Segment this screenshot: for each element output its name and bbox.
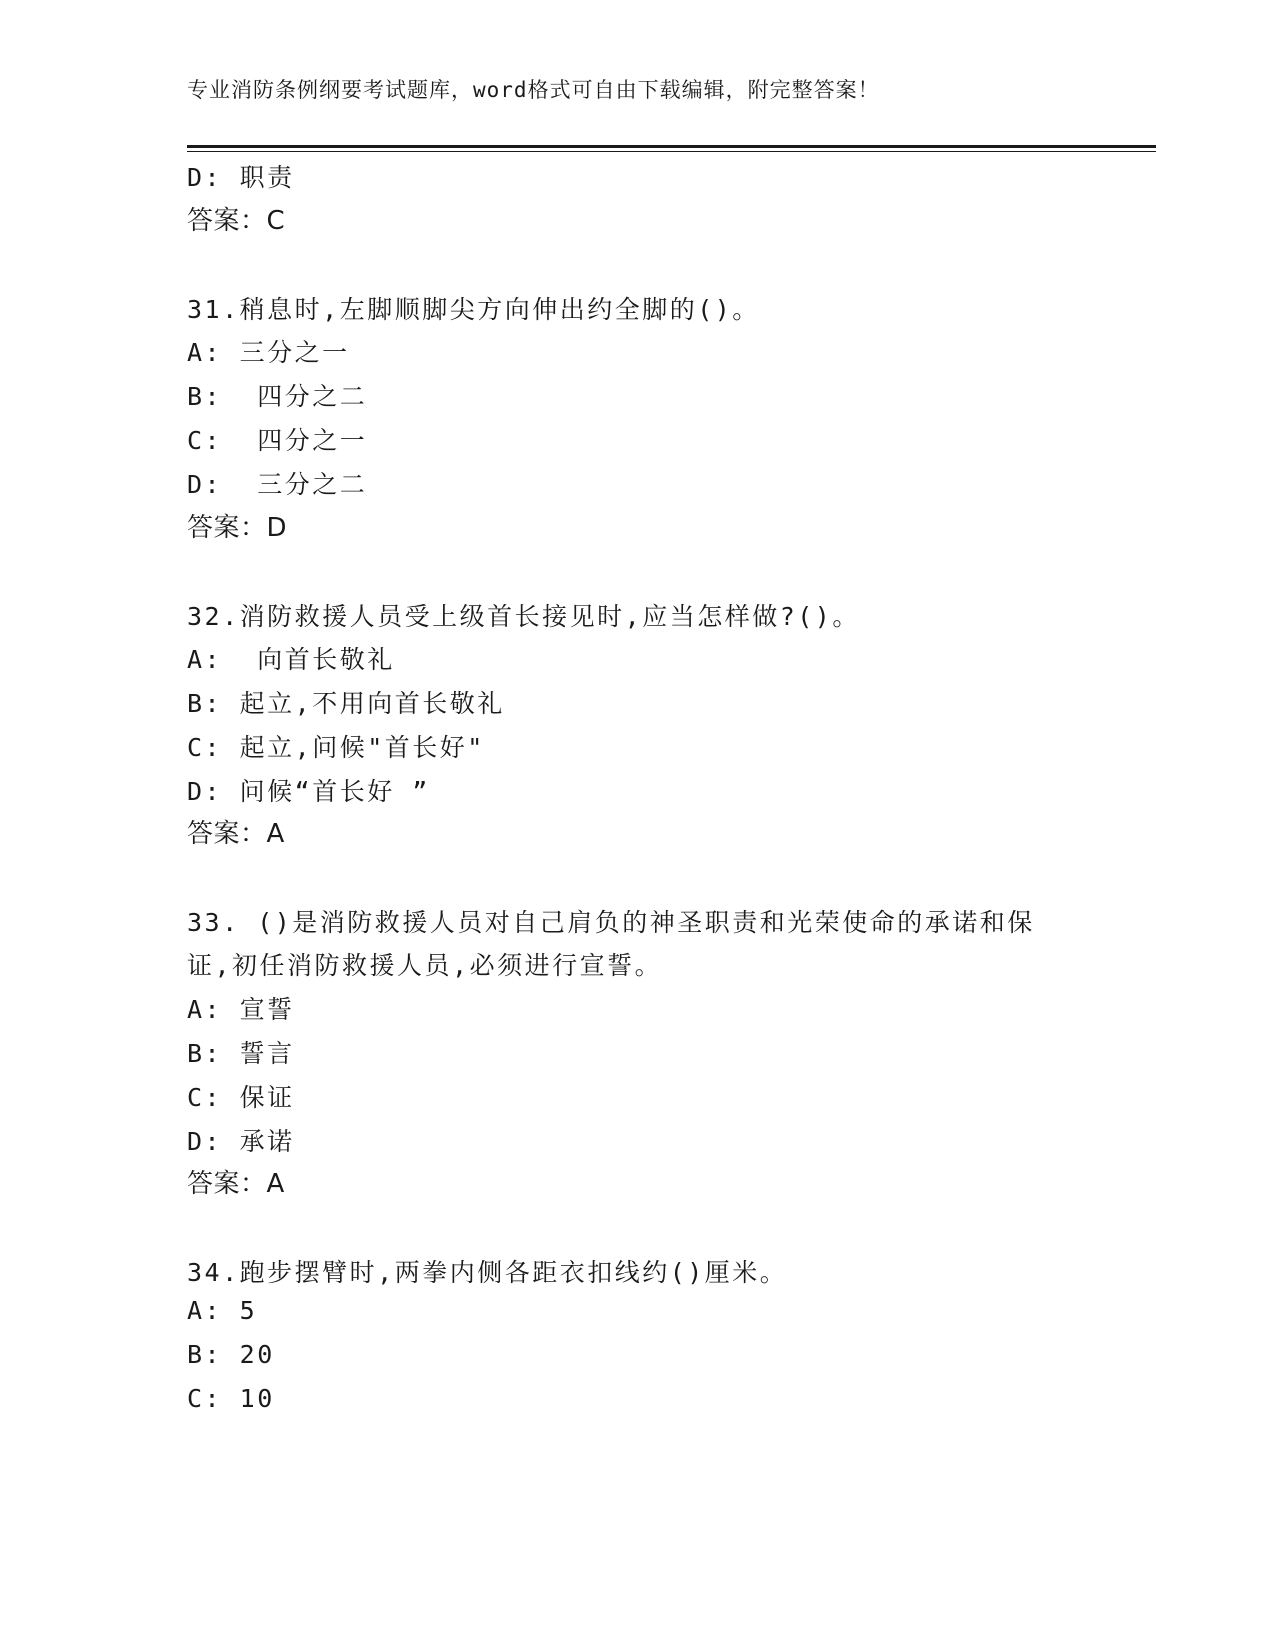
option-d: D: 三分之二 xyxy=(187,470,368,499)
answer-label: 答案：A xyxy=(187,1169,285,1199)
option-d: D: 承诺 xyxy=(187,1127,295,1156)
header-rule-thick xyxy=(187,145,1156,148)
question-stem: 34.跑步摆臂时,两拳内侧各距衣扣线约()厘米。 xyxy=(187,1258,788,1287)
question-stem: 32.消防救援人员受上级首长接见时,应当怎样做?()。 xyxy=(187,602,860,631)
option-c: C: 四分之一 xyxy=(187,426,368,455)
option-c: C: 10 xyxy=(187,1384,275,1413)
question-stem-cont: 证,初任消防救援人员,必须进行宣誓。 xyxy=(187,951,663,980)
question-stem: 33. ()是消防救援人员对自己肩负的神圣职责和光荣使命的承诺和保 xyxy=(187,908,1035,937)
option-c: C: 起立,问候"首长好" xyxy=(187,733,485,762)
option-a: A: 5 xyxy=(187,1296,258,1325)
page-header: 专业消防条例纲要考试题库，word格式可自由下载编辑，附完整答案！ xyxy=(187,78,880,102)
question-stem: 31.稍息时,左脚顺脚尖方向伸出约全脚的()。 xyxy=(187,295,760,324)
header-rule-thin xyxy=(187,151,1156,152)
answer-label: 答案：D xyxy=(187,513,288,543)
option-a: A: 三分之一 xyxy=(187,338,350,367)
option-a: A: 宣誓 xyxy=(187,995,295,1024)
option-d: D: 职责 xyxy=(187,163,295,192)
option-b: B: 四分之二 xyxy=(187,382,368,411)
option-c: C: 保证 xyxy=(187,1083,295,1112)
option-d: D: 问候“首长好 ” xyxy=(187,777,430,806)
answer-label: 答案：C xyxy=(187,206,286,236)
option-b: B: 起立,不用向首长敬礼 xyxy=(187,689,505,718)
option-b: B: 誓言 xyxy=(187,1039,295,1068)
option-a: A: 向首长敬礼 xyxy=(187,645,395,674)
answer-label: 答案：A xyxy=(187,819,285,849)
option-b: B: 20 xyxy=(187,1340,275,1369)
